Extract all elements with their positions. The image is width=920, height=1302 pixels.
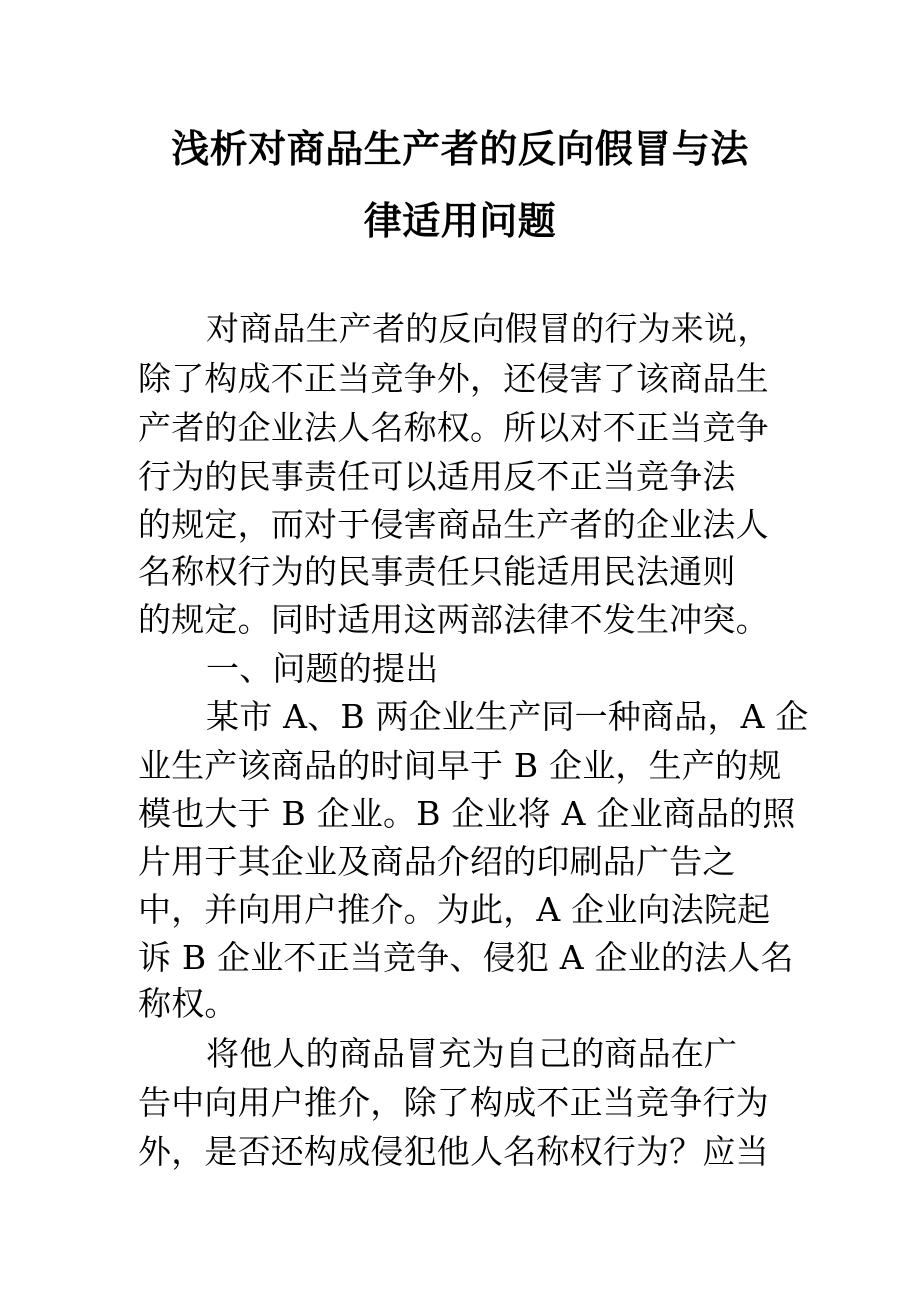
paragraph-3-line-3: 外，是否还构成侵犯他人名称权行为？应当	[138, 1132, 769, 1171]
paragraph-2-line-2: 业生产该商品的时间早于 B 企业，生产的规	[138, 746, 782, 785]
paragraph-2-line-4: 片用于其企业及商品介绍的印刷品广告之	[138, 842, 736, 881]
paragraph-1-line-5: 的规定，而对于侵害商品生产者的企业法人	[138, 505, 769, 544]
paragraph-2-line-1: 某市 A、B 两企业生产同一种商品，A 企	[206, 697, 809, 736]
section-heading: 一、问题的提出	[206, 649, 439, 688]
paragraph-2-line-6: 诉 B 企业不正当竞争、侵犯 A 企业的法人名	[138, 938, 794, 977]
paragraph-1-line-1: 对商品生产者的反向假冒的行为来说，	[206, 309, 771, 348]
paragraph-3-line-1: 将他人的商品冒充为自己的商品在广	[206, 1034, 738, 1073]
paragraph-1-line-4: 行为的民事责任可以适用反不正当竞争法	[138, 457, 736, 496]
document-title-line-1: 浅析对商品生产者的反向假冒与法	[171, 127, 749, 171]
paragraph-2-line-5: 中，并向用户推介。为此，A 企业向法院起	[138, 890, 771, 929]
paragraph-1-line-3: 产者的企业法人名称权。所以对不正当竞争	[138, 408, 769, 447]
paragraph-1-line-2: 除了构成不正当竞争外，还侵害了该商品生	[138, 359, 769, 398]
paragraph-1-line-7: 的规定。同时适用这两部法律不发生冲突。	[138, 600, 769, 639]
paragraph-1-line-6: 名称权行为的民事责任只能适用民法通则	[138, 552, 736, 591]
paragraph-3-line-2: 告中向用户推介，除了构成不正当竞争行为	[138, 1083, 769, 1122]
paragraph-2-line-7: 称权。	[138, 984, 238, 1023]
paragraph-2-line-3: 模也大于 B 企业。B 企业将 A 企业商品的照	[138, 794, 796, 833]
document-title-line-2: 律适用问题	[363, 199, 557, 243]
